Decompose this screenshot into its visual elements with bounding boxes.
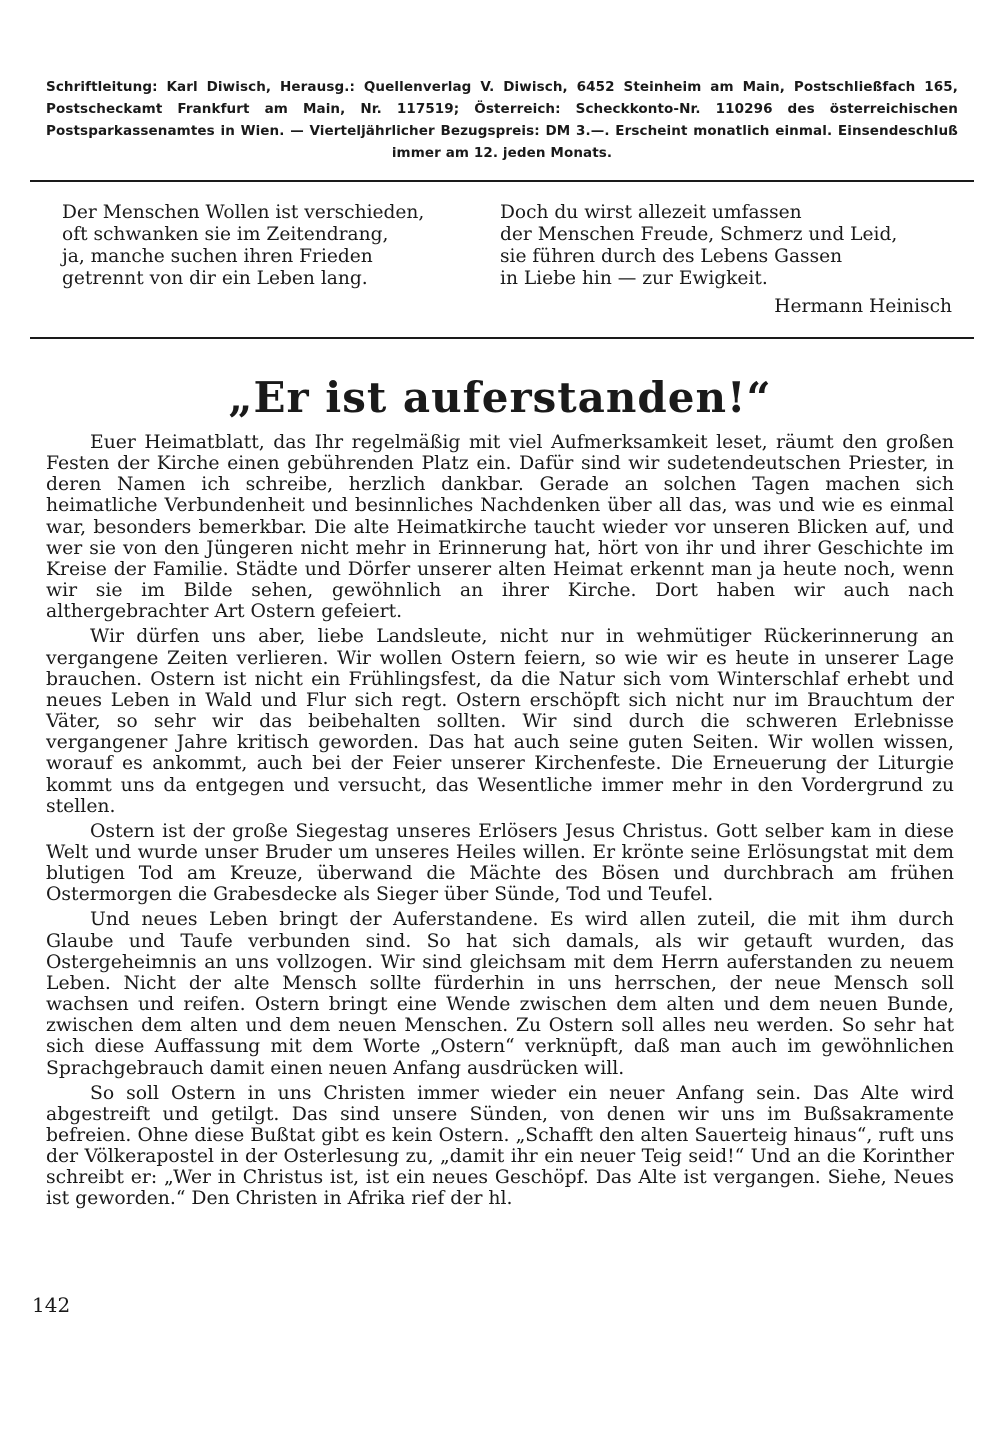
divider-bottom <box>30 337 974 339</box>
article-paragraph: Ostern ist der große Siegestag unseres Erlösers Jesus Christus. Gott selber kam in diese Welt und wurde unser Bruder um unseres Heiles willen. Er krönte seine Erlösungstat mit dem blutigen Tod am Kreuze, überwand die Mächte des Bösen und durchbrach am frühen Ostermorgen die Grabesdecke als Sieger über Sünde, Tod und Teufel. <box>46 820 954 906</box>
article-paragraph: Euer Heimatblatt, das Ihr regelmäßig mit viel Aufmerksamkeit leset, räumt den großen Festen der Kirche einen gebührenden Platz ein. Dafür sind wir sudetendeutschen Priester, in deren Namen ich schreibe, herzlich dankbar. Gerade an solchen Tagen machen sich heimatliche Verbundenheit und besinnliches Nachdenken über all das, was und wie es einmal war, besonders bemerkbar. Die alte Heimatkirche taucht wieder vor unseren Blicken auf, und wer sie von den Jüngeren nicht mehr in Erinnerung hat, hört von ihr und ihrer Geschichte im Kreise der Familie. Städte und Dörfer unserer alten Heimat erkennt man ja heute noch, wenn wir sie im Bilde sehen, gewöhnlich an ihrer Kirche. Dort haben wir auch nach althergebrachter Art Ostern gefeiert. <box>46 432 954 623</box>
masthead: Schriftleitung: Karl Diwisch, Herausg.: Quellenverlag V. Diwisch, 6452 Steinheim am Main, Postschließfach 165, Postscheckamt Frankfurt am Main, Nr. 117519; Österreich: Scheckkonto-Nr. 110296 des österreichischen Postsparkassenamtes in Wien. — Vierteljährlicher Bezugspreis: DM 3.—. Erscheint monatlich einmal. Einsendeschluß immer am 12. jeden Monats. <box>46 79 958 161</box>
poem-stanza-right: Doch du wirst allezeit umfassen der Menschen Freude, Schmerz und Leid, sie führen durch des Lebens Gassen in Liebe hin — zur Ewigkeit. <box>500 202 898 289</box>
poem-stanza-left: Der Menschen Wollen ist verschieden, oft schwanken sie im Zeitendrang, ja, manche suchen ihren Frieden getrennt von dir ein Leben lang. <box>62 202 425 289</box>
article-paragraph: So soll Ostern in uns Christen immer wieder ein neuer Anfang sein. Das Alte wird abgestreift und getilgt. Das sind unsere Sünden, von denen wir uns im Bußsakramente befreien. Ohne diese Bußtat gibt es kein Ostern. „Schafft den alten Sauerteig hinaus“, ruft uns der Völkerapostel in der Osterlesung zu, „damit ihr ein neuer Teig seid!“ Und an die Korinther schreibt er: „Wer in Christus ist, ist ein neues Geschöpf. Das Alte ist vergangen. Siehe, Neues ist geworden.“ Den Christen in Afrika rief der hl. <box>46 1082 954 1210</box>
article-paragraph: Und neues Leben bringt der Auferstandene. Es wird allen zuteil, die mit ihm durch Glaube und Taufe verbunden sind. So hat sich damals, als wir getauft wurden, das Ostergeheimnis an uns vollzogen. Wir sind gleichsam mit dem Herrn auferstanden zu neuem Leben. Nicht der alte Mensch sollte fürderhin in uns herrschen, der neue Mensch soll wachsen und reifen. Ostern bringt eine Wende zwischen dem alten und dem neuen Bunde, zwischen dem alten und dem neuen Menschen. Zu Ostern soll alles neu werden. So sehr hat sich diese Auffassung mit dem Worte „Ostern“ verknüpft, daß man auch im gewöhnlichen Sprachgebrauch damit einen neuen Anfang ausdrücken will. <box>46 909 954 1079</box>
poem-author: Hermann Heinisch <box>774 296 952 317</box>
article-paragraph: Wir dürfen uns aber, liebe Landsleute, nicht nur in wehmütiger Rückerinnerung an vergangene Zeiten verlieren. Wir wollen Ostern feiern, so wie wir es heute in unserer Lage brauchen. Ostern ist nicht ein Frühlingsfest, da die Natur sich vom Winterschlaf erhebt und neues Leben in Wald und Flur sich regt. Ostern erschöpft sich nicht nur im Brauchtum der Väter, so sehr wir das beibehalten sollten. Wir sind durch die schweren Erlebnisse vergangener Jahre kritisch geworden. Das hat auch seine guten Seiten. Wir wollen wissen, worauf es ankommt, auch bei der Feier unserer Kirchenfeste. Die Erneuerung der Liturgie kommt uns da entgegen und versucht, das Wesentliche immer mehr in den Vordergrund zu stellen. <box>46 626 954 817</box>
divider-top <box>30 180 974 182</box>
article-title: „Er ist auferstanden!“ <box>228 373 772 422</box>
article-body <box>46 432 954 1214</box>
page-number: 142 <box>32 1293 71 1317</box>
